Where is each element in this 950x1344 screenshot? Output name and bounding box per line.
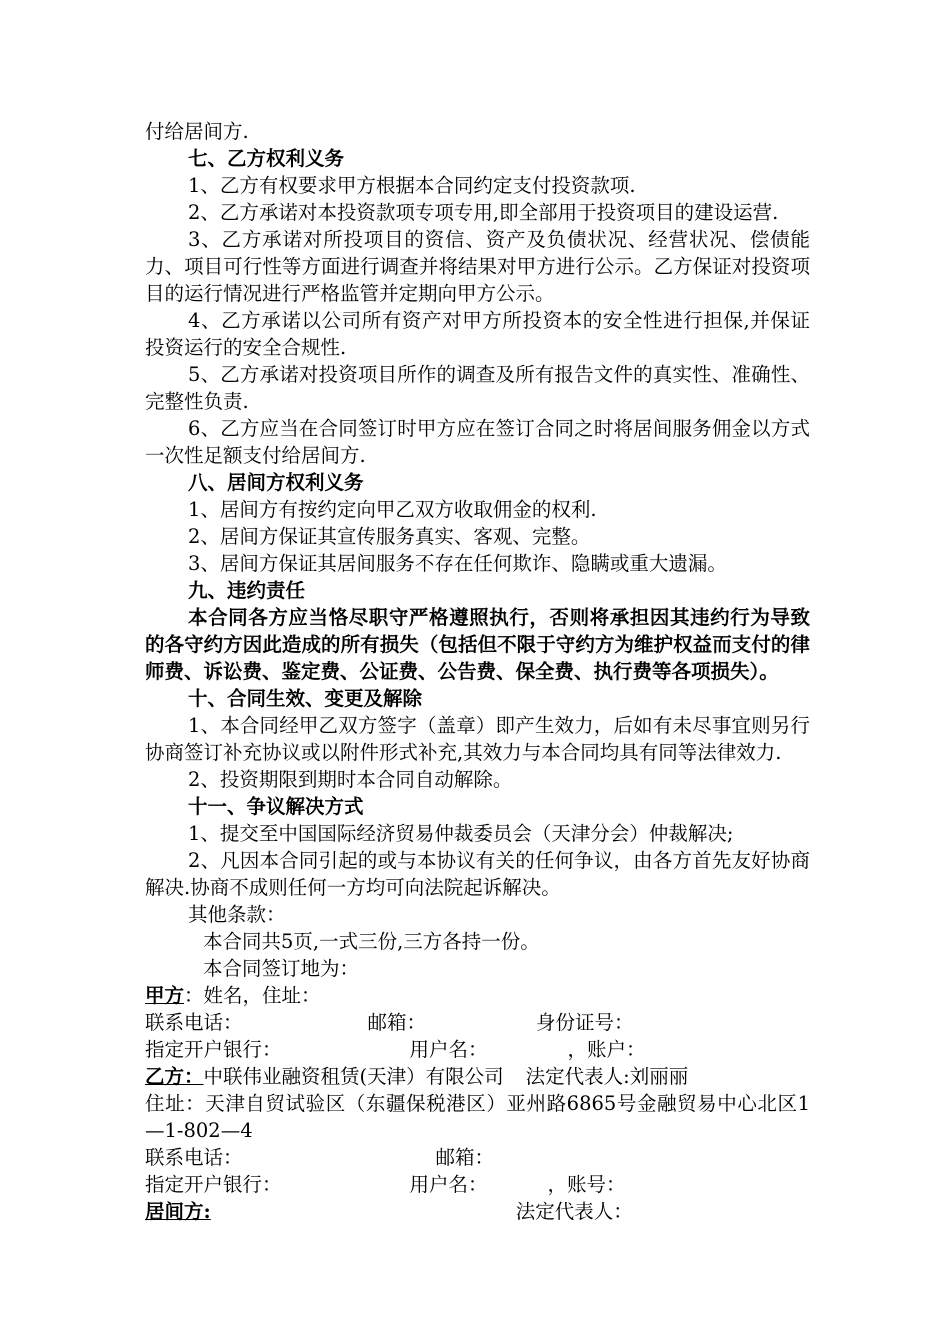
party-a-line	[145, 982, 810, 1009]
clause: 1、提交至中国国际经济贸易仲裁委员会（天津分会）仲裁解决;	[188, 822, 734, 845]
broker-line	[145, 1198, 810, 1225]
section-heading: 七、乙方权利义务	[188, 147, 345, 170]
clause: 1、乙方有权要求甲方根据本合同约定支付投资款项.	[188, 174, 636, 197]
section-heading: 九、违约责任	[188, 579, 306, 602]
party-a-bank-line	[145, 1036, 810, 1063]
party-b-phone-label: 联系电话：	[145, 1146, 243, 1169]
party-b-contact-line	[145, 1144, 810, 1171]
paragraph: 付给居间方.	[145, 120, 249, 143]
clause: 3、乙方承诺对所投项目的资信、资产及负债状况、经营状况、偿债能力、项目可行性等方面进行调查并将结果对甲方进行公示。乙方保证对投资项目的运行情况进行严格监管并定期向甲方公示。	[145, 228, 810, 305]
party-b-company: 中联伟业融资租赁(天津）有限公司	[203, 1065, 504, 1088]
clause: 2、居间方保证其宣传服务真实、客观、完整。	[188, 525, 591, 548]
party-b-representative: 法定代表人:刘丽丽	[525, 1065, 689, 1088]
party-b-line	[145, 1063, 810, 1090]
party-a-block	[145, 982, 810, 1063]
clause: 1、居间方有按约定向甲乙双方收取佣金的权利.	[188, 498, 597, 521]
party-a-user-label: 用户名：	[409, 1038, 488, 1061]
party-b-bank-label: 指定开户银行：	[145, 1173, 282, 1196]
broker-label: 居间方:	[145, 1200, 211, 1223]
party-b-block	[145, 1063, 810, 1198]
clause: 6、乙方应当在合同签订时甲方应在签订合同之时将居间服务佣金以方式一次性足额支付给居间方.	[145, 417, 810, 467]
clause: 2、乙方承诺对本投资款项专项专用,即全部用于投资项目的建设运营.	[188, 201, 779, 224]
clause: 5、乙方承诺对投资项目所作的调查及所有报告文件的真实性、准确性、完整性负责.	[145, 363, 810, 413]
other-terms-heading: 其他条款：	[188, 903, 286, 926]
clause: 本合同签订地为：	[203, 957, 360, 980]
party-a-id-label: 身份证号：	[536, 1011, 634, 1034]
party-b-label: 乙方：	[145, 1065, 204, 1088]
party-a-name-address: ：姓名，住址：	[184, 984, 321, 1007]
party-b-address: 住址：天津自贸试验区（东疆保税港区）亚州路6865号金融贸易中心北区1—1-802—4	[145, 1092, 810, 1142]
clause: 2、凡因本合同引起的或与本协议有关的任何争议，由各方首先友好协商解决.协商不成则任何一方均可向法院起诉解决。	[145, 849, 810, 899]
broker-representative: 法定代表人：	[515, 1200, 633, 1223]
party-a-phone-label: 联系电话：	[145, 1011, 243, 1034]
party-a-account-label: ，账户：	[567, 1038, 646, 1061]
clause: 4、乙方承诺以公司所有资产对甲方所投资本的安全性进行担保,并保证投资运行的安全合规性.	[145, 309, 810, 359]
clause: 1、本合同经甲乙双方签字（盖章）即产生效力，后如有未尽事宜则另行协商签订补充协议或以附件形式补充,其效力与本合同均具有同等法律效力.	[145, 714, 810, 764]
party-a-email-label: 邮箱：	[367, 1011, 427, 1034]
party-b-bank-line	[145, 1171, 810, 1198]
clause: 本合同共5页,一式三份,三方各持一份。	[203, 930, 540, 953]
party-b-email-label: 邮箱：	[435, 1146, 495, 1169]
clause-bold: 本合同各方应当恪尽职守严格遵照执行，否则将承担因其违约行为导致的各守约方因此造成的所有损失（包括但不限于守约方为维护权益而支付的律师费、诉讼费、鉴定费、公证费、公告费、保全费、执行费等各项损失）。	[145, 606, 810, 683]
party-b-user-label: 用户名：	[409, 1173, 488, 1196]
section-heading: 十、合同生效、变更及解除	[188, 687, 423, 710]
contract-body	[145, 118, 810, 1225]
clause: 3、居间方保证其居间服务不存在任何欺诈、隐瞒或重大遗漏。	[188, 552, 727, 575]
section-heading: 八、居间方权利义务	[188, 471, 364, 494]
section-heading: 十一、争议解决方式	[188, 795, 364, 818]
broker-block	[145, 1198, 810, 1225]
party-a-bank-label: 指定开户银行：	[145, 1038, 282, 1061]
party-a-label: 甲方	[145, 984, 185, 1007]
clause: 2、投资期限到期时本合同自动解除。	[188, 768, 513, 791]
party-a-contact-line	[145, 1009, 810, 1036]
party-b-account-label: ，账号：	[547, 1173, 626, 1196]
